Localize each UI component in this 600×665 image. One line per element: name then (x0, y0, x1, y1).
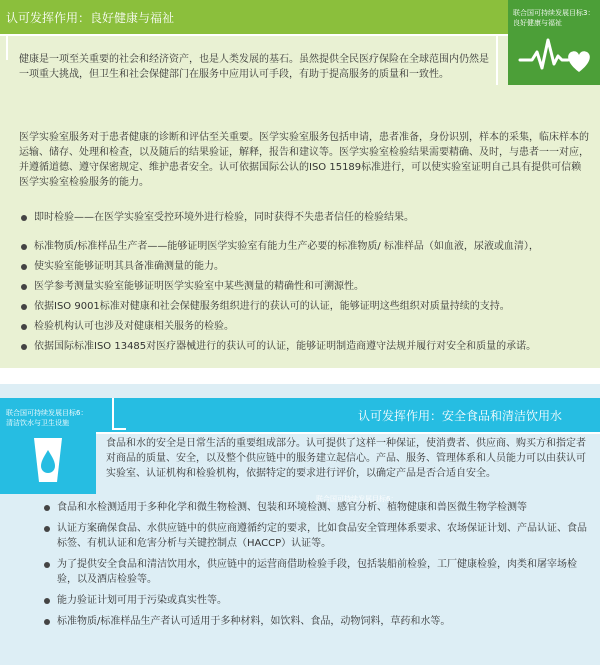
list-item: 食品和水检测适用于多种化学和微生物检测、包装和环境检测、感官分析、植物健康和兽医微生物学检测等 (42, 500, 590, 515)
list-item: 依据国际标准ISO 13485对医疗器械进行的获认可的认证，能够证明制造商遵守法规并履行对安全和质量的承诺。 (19, 339, 594, 354)
water-bullet-list (42, 500, 590, 635)
watermark-text: 联合国可持续发展目标6： (316, 495, 398, 503)
list-item: 医学参考测量实验室能够证明医学实验室中某些测量的精确性和可溯源性。 (19, 279, 594, 294)
list-item: 标准物质/标准样品生产者认可适用于多种材料，如饮料、食品，动物饲料，草药和水等。 (42, 614, 590, 629)
sdg6-badge (0, 398, 96, 494)
list-item: 认证方案确保食品、水供应链中的供应商遵循约定的要求，比如食品安全管理体系要求、农场保证计划、产品认证、食品标签、有机认证和危害分析与关键控制点（HACCP）认证等。 (42, 521, 590, 551)
badge-connector-line (496, 34, 498, 85)
list-item: 能力验证计划可用于污染或真实性等。 (42, 593, 590, 608)
water-header-bar (96, 398, 600, 432)
list-item: 为了提供安全食品和清洁饮用水，供应链中的运营商借助检验手段，包括装船前检验，工厂健康检验，肉类和屠宰场检验，以及酒店检验等。 (42, 557, 590, 587)
header-accent-line (6, 36, 8, 60)
header-rule (96, 432, 600, 434)
health-bullet-list (19, 210, 594, 359)
health-section-title: 认可发挥作用：良好健康与福祉 (6, 11, 175, 25)
header-rule (0, 34, 508, 36)
list-item: 即时检验——在医学实验室受控环境外进行检验，同时获得不失患者信任的检验结果。 (19, 210, 594, 225)
list-item: 依据ISO 9001标准对健康和社会保健服务组织进行的获认可的认证，能够证明这些组织对质量持续的支持。 (19, 299, 594, 314)
header-accent-line (112, 398, 114, 428)
water-drop-glass-icon (30, 434, 66, 486)
list-item: 标准物质/标准样品生产者——能够证明医学实验室有能力生产必要的标准物质/ 标准样品（如血液，尿液或血清）， (19, 239, 594, 254)
sdg3-badge-label: 联合国可持续发展目标3：良好健康与福祉 (513, 9, 595, 27)
heartbeat-heart-icon (518, 34, 592, 76)
list-item: 检验机构认可也涉及对健康相关服务的检验。 (19, 319, 594, 334)
health-header-bar (0, 0, 508, 34)
list-item: 使实验室能够证明其具备准确测量的能力。 (19, 259, 594, 274)
sdg3-badge (508, 0, 600, 85)
health-body-paragraph: 医学实验室服务对于患者健康的诊断和评估至关重要。医学实验室服务包括申请，患者准备，身份识别，样本的采集，临床样本的运输、储存、处理和检查，以及随后的结果验证，解释，报告和建议等。医学实验室检验结果需要精确、及时，与患者一一对应，并遵循道德、遵守保密规定、维护患者安全。认可依据国际公认的ISO 15189标准进行，可以使实验室证明自己具有提供可信赖医学实验室检验服务的能力。 (19, 132, 589, 188)
water-section (0, 384, 600, 665)
water-intro-paragraph: 食品和水的安全是日常生活的重要组成部分。认可提供了这样一种保证，使消费者、供应商、购买方和指定者对商品的质量、安全，以及整个供应链中的服务建立起信心。产品、服务、管理体系和人员能力可以由获认可实验室、认证机构和检验机构，依据特定的要求进行评价，以确定产品是否合适自安全。 (106, 438, 586, 479)
health-intro-paragraph: 健康是一项至关重要的社会和经济资产，也是人类发展的基石。虽然提供全民医疗保险在全球范围内仍然是一项重大挑战，但卫生和社会保健部门在服务中应用认可手段，有助于提高服务的质量和一致性。 (19, 54, 489, 80)
sdg6-badge-label: 联合国可持续发展目标6：清洁饮水与卫生设施 (6, 409, 88, 427)
water-section-title: 认可发挥作用：安全食品和清洁饮用水 (358, 409, 563, 423)
header-accent-tick (112, 428, 126, 430)
